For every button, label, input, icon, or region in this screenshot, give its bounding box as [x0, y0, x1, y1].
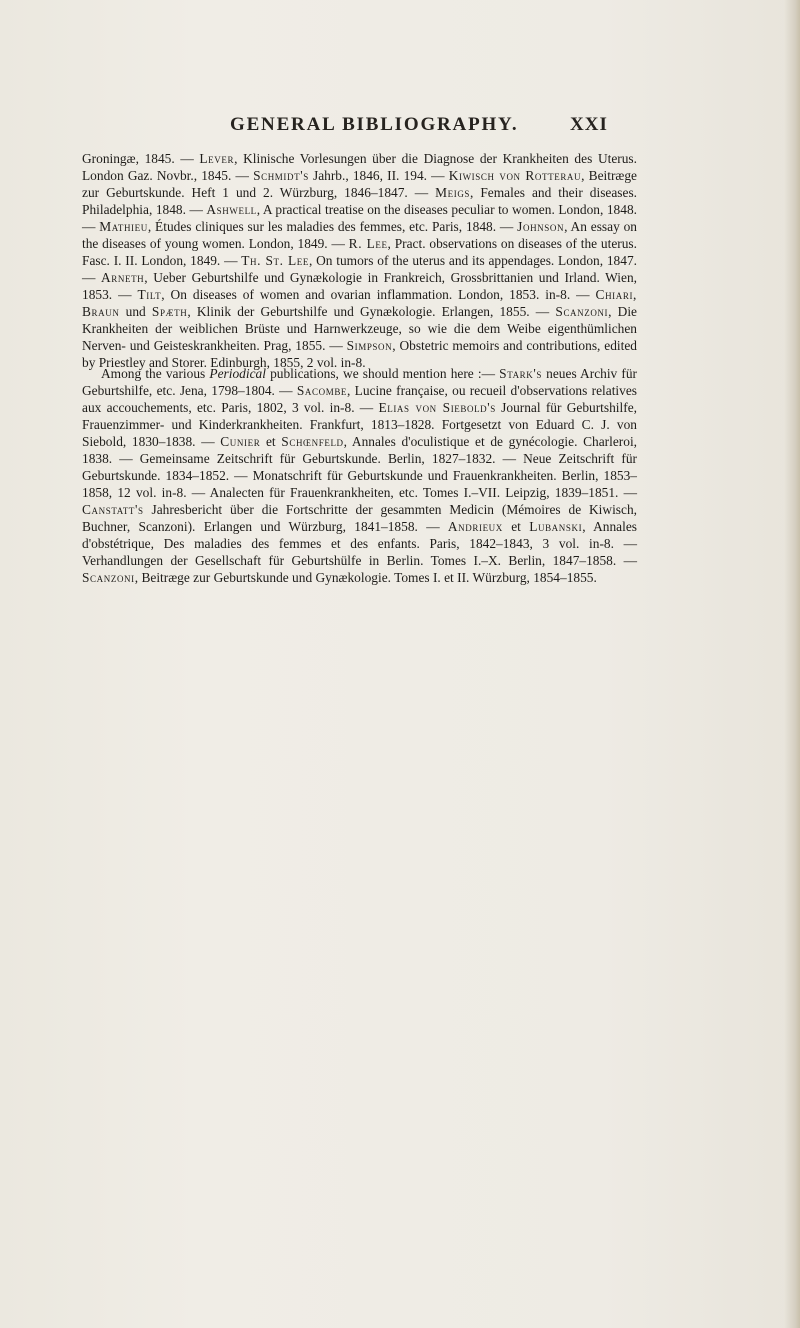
page-edge-shadow [784, 0, 800, 1328]
text-run: Groningæ, 1845. — [82, 151, 200, 166]
text-run: , Klinik der Geburtshilfe und Gynækologie. Erlangen, 1855. — [187, 304, 556, 319]
text-run: , Die Krankheiten der weiblichen Brüste und Harnwerkzeuge, so wie die dem Weibe eigenthümlichen Nerven- und Geisteskrankheiten. Prag, 1855. — [82, 304, 638, 353]
author-name: Ashwell [206, 202, 257, 217]
text-run: Jahresbericht über die Fortschritte der gesammten Medicin (Mémoires de Kiwisch, Buchner, Scanzoni). Erlangen und Würzburg, 1841–1858. — [82, 502, 637, 534]
author-name: R. Lee [348, 236, 388, 251]
author-name: Tilt [137, 287, 162, 302]
text-run: publications, we should mention here :— [265, 366, 500, 381]
periodicals-paragraph [82, 365, 637, 586]
author-name: Elias von Siebold's [378, 400, 496, 415]
text-run: , Obstetric memoirs and contributions, edited by Priestley and Storer. Edinburgh, 1855, 2 vol. in-8. [82, 338, 637, 370]
text-run: , On diseases of women and ovarian inflammation. London, 1853. in-8. — [161, 287, 596, 302]
author-name: Stark's [499, 366, 543, 381]
author-name: Lubanski [529, 519, 583, 534]
page-number: XXI [570, 114, 608, 135]
text-run: , On tumors of the uterus and its appendages. London, 1847. — [82, 253, 637, 285]
running-title: GENERAL BIBLIOGRAPHY. [230, 114, 519, 135]
author-name: Andrieux [447, 519, 503, 534]
text-run: Jahrb., 1846, II. 194. — [308, 168, 449, 183]
text-run: et [502, 519, 530, 534]
author-name: Lever [199, 151, 235, 166]
text-run: , Beitræge zur Geburtskunde. Heft 1 und 2. Würzburg, 1846–1847. — [82, 168, 637, 200]
author-name: Spæth [151, 304, 188, 319]
bibliography-paragraph-1 [82, 150, 637, 371]
text-run: , Beitræge zur Geburtskunde und Gynækologie. Tomes I. et II. Würzburg, 1854–1855. [134, 570, 597, 585]
author-name: Kiwisch von Rotterau [448, 168, 582, 183]
text-run: et [260, 434, 282, 449]
text-run: , An essay on the diseases of young women. London, 1849. — [82, 219, 637, 251]
author-name: Meigs [435, 185, 471, 200]
author-name: Canstatt's [82, 502, 144, 517]
text-run: Journal für Geburtshilfe, Frauenzimmer- und Kinderkrankheiten. Frankfurt, 1813–1828. Fortgesetzt von Eduard C. J. von Siebold, 1830–1838. — [82, 400, 637, 449]
author-name: Simpson [346, 338, 393, 353]
author-name: Scanzoni [82, 570, 135, 585]
text-run: , Annales d'obstétrique, Des maladies des femmes et des enfants. Paris, 1842–1843, 3 vol. in-8. — Verhandlungen der Gesellschaft für Geburtshülfe in Berlin. Tomes I.–X. Berlin, 1847–1858. — [82, 519, 638, 568]
text-run: , Females and their diseases. Philadelphia, 1848. — [82, 185, 638, 217]
author-name: Sacombe [296, 383, 348, 398]
author-name: Schmidt's [253, 168, 309, 183]
text-run: neues Archiv für Geburtshilfe, etc. Jena, 1798–1804. — [82, 366, 638, 398]
author-name: Johnson [517, 219, 565, 234]
author-name: Mathieu [99, 219, 148, 234]
text-run: , Études cliniques sur les maladies des femmes, etc. Paris, 1848. — [147, 219, 518, 234]
author-name: Th. St. Lee [241, 253, 309, 268]
author-name: Cunier [220, 434, 261, 449]
text-run: , A practical treatise on the diseases peculiar to women. London, 1848. — [82, 202, 637, 234]
text-run: , Lucine française, ou recueil d'observations relatives aux accouchements, etc. Paris, 1802, 3 vol. in-8. — [82, 383, 637, 415]
author-name: Schœnfeld [281, 434, 344, 449]
text-run: , Klinische Vorlesungen über die Diagnose der Krankheiten des Uterus. London Gaz. Novbr., 1845. — [82, 151, 637, 183]
text-run: Among the various [101, 366, 210, 381]
text-run: und [119, 304, 152, 319]
page-header [0, 114, 800, 144]
italic-term: Periodical [209, 366, 266, 381]
author-name: Chiari, Braun [82, 287, 638, 319]
text-run: , Annales d'oculistique et de gynécologie. Charleroi, 1838. — Gemeinsame Zeitschrift für Geburtskunde. Berlin, 1827–1832. — Neue Zeitschrift für Geburtskunde. 1834–1852. — Monatschrift für Geburtskunde und Frauenkrankheiten. Berlin, 1853–1858, 12 vol. in-8. — Analecten für Frauenkrankheiten, etc. Tomes I.–VII. Leipzig, 1839–1851. — [82, 434, 638, 500]
author-name: Arneth [101, 270, 145, 285]
text-run: , Pract. observations on diseases of the uterus. Fasc. I. II. London, 1849. — [82, 236, 637, 268]
text-run: , Ueber Geburtshilfe und Gynækologie in Frankreich, Grossbrittanien und Irland. Wien, 1853. — [82, 270, 637, 302]
author-name: Scanzoni [555, 304, 609, 319]
